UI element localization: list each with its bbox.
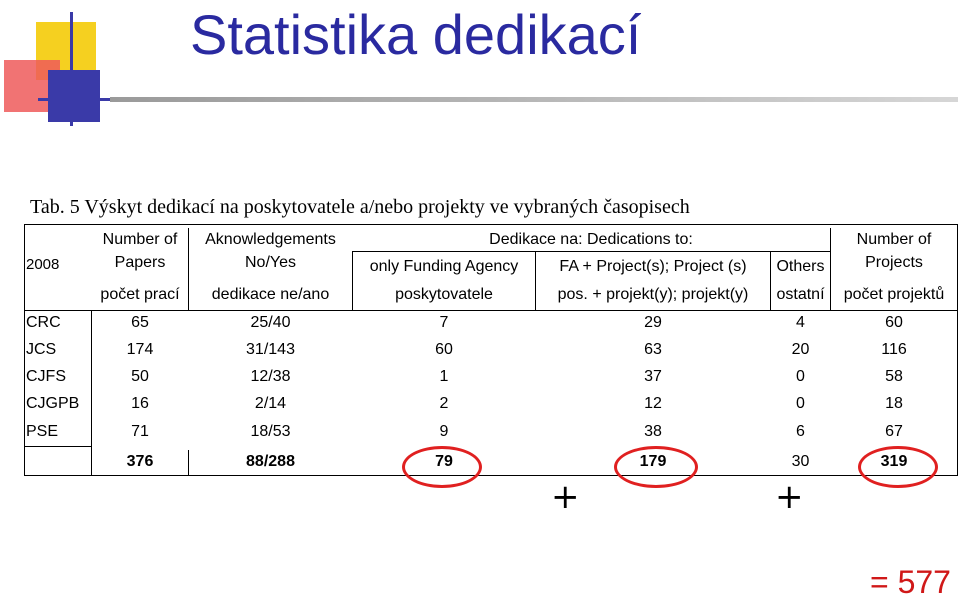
plus-sign-2: +: [775, 477, 804, 517]
others-header: Others: [776, 258, 825, 275]
papers-cell: 50: [131, 368, 149, 385]
fa-cell: 38: [644, 423, 662, 440]
projects-header-line2: Projects: [865, 254, 923, 271]
total-fa: 179: [639, 453, 667, 470]
total-others: 30: [791, 453, 810, 470]
ack-header-line2: No/Yes: [245, 254, 296, 271]
projects-cell: 60: [885, 314, 903, 331]
year-label: 2008: [26, 256, 60, 273]
table-border-bottom: [24, 475, 958, 476]
projects-header-cz: počet projektů: [843, 286, 945, 303]
papers-cell: 16: [131, 395, 149, 412]
header-divider: [24, 310, 958, 311]
papers-cell: 174: [126, 341, 154, 358]
funding-header-cz: poskytovatele: [395, 286, 493, 303]
projects-cell: 67: [885, 423, 903, 440]
ack-header-cz: dedikace ne/ano: [211, 286, 330, 303]
fa-cell: 29: [644, 314, 662, 331]
funding-cell: 7: [439, 314, 449, 331]
page-title: Statistika dedikací: [190, 3, 642, 66]
others-cell: 20: [791, 341, 810, 358]
journal-cell: PSE: [26, 423, 59, 440]
journal-cell: CJFS: [26, 368, 66, 385]
ack-cell: 31/143: [246, 341, 295, 358]
projects-cell: 58: [885, 368, 903, 385]
total-ack: 88/288: [246, 453, 295, 470]
funding-cell: 1: [439, 368, 449, 385]
ack-cell: 18/53: [250, 423, 291, 440]
dedications-header: Dedikace na: Dedications to:: [489, 231, 693, 248]
papers-cell: 71: [131, 423, 149, 440]
journal-cell: CJGPB: [26, 395, 80, 412]
fa-cell: 12: [644, 395, 662, 412]
fa-header: FA + Project(s); Project (s): [559, 258, 747, 275]
table-border-top: [24, 224, 958, 225]
logo-vertical-line: [70, 12, 73, 126]
journal-col-divider: [91, 310, 92, 476]
highlight-circle-funding: [402, 446, 482, 488]
others-header-cz: ostatní: [776, 286, 825, 303]
total-projects: 319: [880, 453, 908, 470]
funding-cell: 60: [435, 341, 453, 358]
papers-header-line1: Number of: [102, 231, 178, 248]
plus-sign-1: +: [551, 477, 580, 517]
fa-header-cz: pos. + projekt(y); projekt(y): [557, 286, 749, 303]
ack-cell: 2/14: [254, 395, 287, 412]
total-funding: 79: [435, 453, 453, 470]
others-cell: 0: [796, 395, 805, 412]
others-cell: 6: [796, 423, 805, 440]
table-caption: Tab. 5 Výskyt dedikací na poskytovatele a/nebo projekty ve vybraných časopisech: [30, 196, 690, 218]
logo-blue-square: [48, 70, 100, 122]
title-underline: [110, 97, 958, 102]
funding-header: only Funding Agency: [369, 258, 519, 275]
projects-cell: 116: [881, 341, 907, 358]
others-cell: 4: [796, 314, 805, 331]
papers-header-line2: Papers: [114, 254, 166, 271]
ack-cell: 25/40: [250, 314, 291, 331]
funding-cell: 2: [439, 395, 449, 412]
ack-cell: 12/38: [250, 368, 291, 385]
fa-cell: 37: [644, 368, 662, 385]
highlight-circle-projects: [858, 446, 938, 488]
highlight-circle-fa: [614, 446, 698, 488]
logo-horizontal-line: [38, 98, 118, 101]
table-border-right: [957, 224, 958, 476]
journal-bottom-line: [24, 446, 91, 447]
dedications-underline: [352, 251, 830, 252]
sum-total: = 577: [870, 564, 951, 600]
papers-header-cz: počet prací: [100, 286, 180, 303]
table-border-left: [24, 224, 25, 476]
journal-cell: JCS: [26, 341, 57, 358]
papers-cell: 65: [131, 314, 149, 331]
projects-cell: 18: [885, 395, 903, 412]
funding-cell: 9: [439, 423, 449, 440]
journal-cell: CRC: [26, 314, 61, 331]
others-cell: 0: [796, 368, 805, 385]
total-papers: 376: [126, 453, 154, 470]
fa-cell: 63: [644, 341, 662, 358]
projects-header-line1: Number of: [856, 231, 932, 248]
ack-header-line1: Aknowledgements: [205, 231, 336, 248]
